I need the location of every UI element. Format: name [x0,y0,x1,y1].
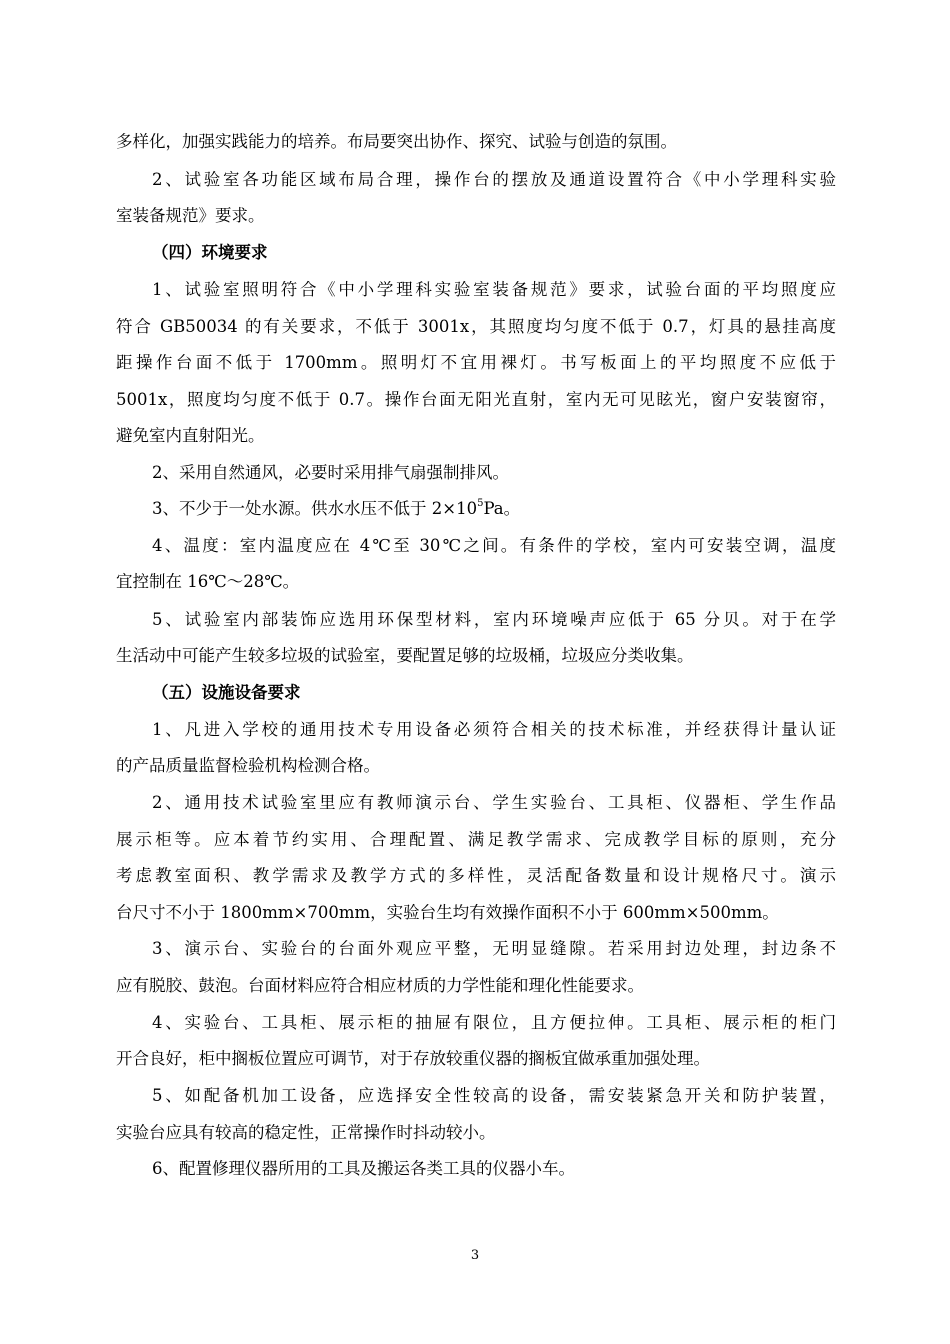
text-fragment: 3、不少于一处水源。供水水压不低于 2×10 [152,499,478,518]
text-line: 2、通用技术试验室里应有教师演示台、学生实验台、工具柜、仪器柜、学生作品 [152,793,836,812]
section-heading: （四）环境要求 [152,243,268,262]
text-line: 台尺寸不小于 1800mm×700mm，实验台生均有效操作面积不小于 600mm×500mm。 [116,903,779,922]
text-fragment: Pa。 [483,499,521,518]
text-line: 室装备规范》要求。 [116,206,265,225]
section-heading: （五）设施设备要求 [152,683,301,702]
text-line: 应有脱胶、鼓泡。台面材料应符合相应材质的力学性能和理化性能要求。 [116,976,644,995]
text-line: 1、凡进入学校的通用技术专用设备必须符合相关的技术标准，并经获得计量认证 [152,720,836,739]
text-line: 5、如配备机加工设备，应选择安全性较高的设备，需安装紧急开关和防护装置， [152,1086,836,1105]
text-line: 的产品质量监督检验机构检测合格。 [116,756,380,775]
text-line: 考虑教室面积、教学需求及教学方式的多样性，灵活配备数量和设计规格尺寸。演示 [116,866,836,885]
text-line: 6、配置修理仪器所用的工具及搬运各类工具的仪器小车。 [152,1159,575,1178]
text-line: 宜控制在 16℃～28℃。 [116,572,300,591]
text-line: 5、试验室内部装饰应选用环保型材料，室内环境噪声应低于 65 分贝。对于在学 [152,610,836,629]
text-line: 距操作台面不低于 1700mm。照明灯不宜用裸灯。书写板面上的平均照度不应低于 [116,353,836,372]
superscript: 5 [477,497,484,509]
text-line: 展示柜等。应本着节约实用、合理配置、满足教学需求、完成教学目标的原则，充分 [116,830,836,849]
text-line: 实验台应具有较高的稳定性，正常操作时抖动较小。 [116,1123,496,1142]
text-line: 避免室内直射阳光。 [116,426,265,445]
text-line [152,498,836,520]
text-line: 2、试验室各功能区域布局合理，操作台的摆放及通道设置符合《中小学理科实验 [152,170,836,189]
text-line: 符合 GB50034 的有关要求，不低于 3001x，其照度均匀度不低于 0.7，灯具的悬挂高度 [116,317,836,336]
text-line: 多样化，加强实践能力的培养。布局要突出协作、探究、试验与创造的氛围。 [116,132,677,151]
text-line: 3、演示台、实验台的台面外观应平整，无明显缝隙。若采用封边处理，封边条不 [152,939,836,958]
text-line: 开合良好，柜中搁板位置应可调节，对于存放较重仪器的搁板宜做承重加强处理。 [116,1049,710,1068]
text-line: 4、温度：室内温度应在 4℃至 30℃之间。有条件的学校，室内可安装空调，温度 [152,536,836,555]
text-line: 5001x，照度均匀度不低于 0.7。操作台面无阳光直射，室内无可见眩光，窗户安装窗帘， [116,390,836,409]
page-number: 3 [470,1248,480,1263]
text-line: 生活动中可能产生较多垃圾的试验室，要配置足够的垃圾桶，垃圾应分类收集。 [116,646,694,665]
text-line: 2、采用自然通风，必要时采用排气扇强制排风。 [152,463,509,482]
text-line: 4、实验台、工具柜、展示柜的抽屉有限位，且方便拉伸。工具柜、展示柜的柜门 [152,1013,836,1032]
text-line: 1、试验室照明符合《中小学理科实验室装备规范》要求，试验台面的平均照度应 [152,280,836,299]
